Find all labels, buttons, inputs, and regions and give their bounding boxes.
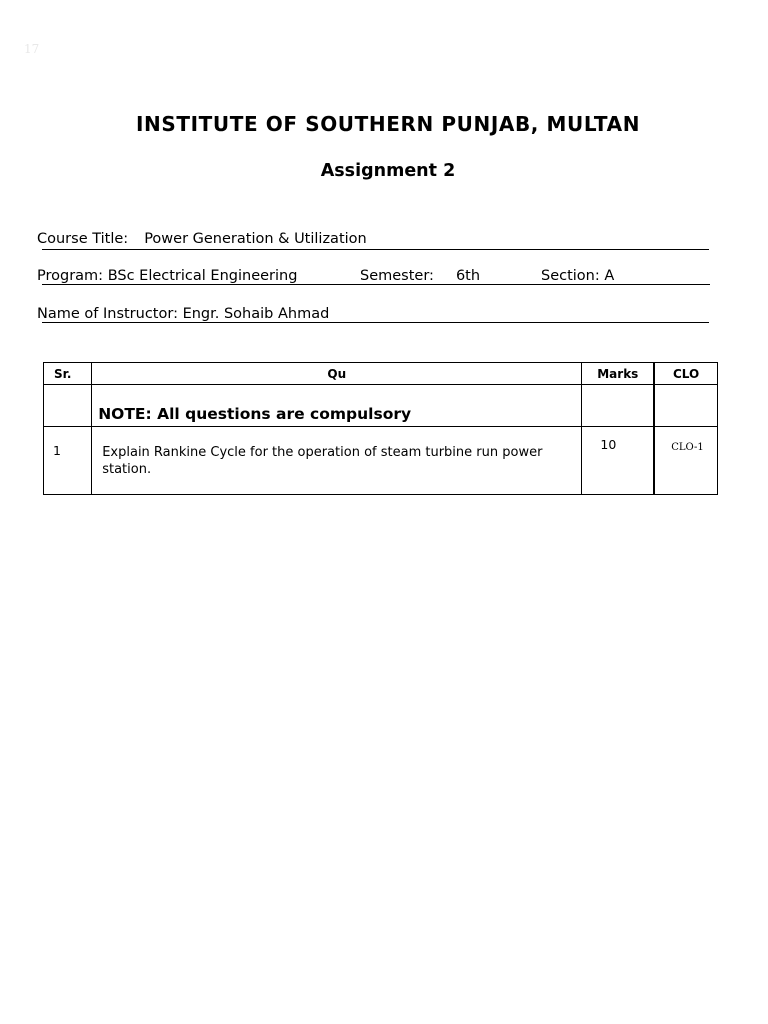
header-sr: Sr.	[44, 363, 92, 385]
header-marks: Marks	[582, 363, 654, 385]
note-clo-cell	[654, 385, 717, 427]
instructor-value: Engr. Sohaib Ahmad	[182, 306, 330, 322]
course-title-label: Course Title:	[37, 231, 129, 247]
institute-title: INSTITUTE OF SOUTHERN PUNJAB, MULTAN	[135, 112, 641, 136]
table-header-row	[44, 363, 718, 385]
question-cell	[92, 427, 582, 495]
section-field	[541, 268, 614, 284]
program-underline	[42, 284, 710, 285]
note-marks-cell	[582, 385, 654, 427]
program-value: BSc Electrical Engineering	[107, 268, 298, 284]
section-value: A	[604, 268, 615, 284]
question-sr: 1	[53, 443, 61, 458]
program-label: Program:	[37, 268, 104, 284]
semester-field	[360, 268, 480, 284]
assignment-table	[43, 362, 718, 495]
question-marks: 10	[600, 437, 617, 452]
question-text: Explain Rankine Cycle for the operation of steam turbine run power station.	[102, 445, 543, 477]
instructor-label: Name of Instructor:	[37, 306, 178, 322]
course-title-underline	[42, 249, 709, 250]
question-clo-cell	[654, 427, 717, 495]
course-title-value: Power Generation & Utilization	[144, 231, 367, 247]
header-clo: CLO	[654, 363, 717, 385]
assignment-title: Assignment 2	[320, 161, 456, 181]
instructor-underline	[42, 322, 709, 323]
table-row	[44, 427, 718, 495]
question-sr-cell	[44, 427, 92, 495]
section-label: Section:	[541, 268, 600, 284]
note-sr-cell	[44, 385, 92, 427]
page-number: 17	[24, 42, 40, 56]
semester-value: 6th	[455, 268, 481, 284]
program-field	[37, 268, 297, 284]
header-question: Qu	[92, 363, 582, 385]
note-cell	[92, 385, 582, 427]
course-title-field	[37, 231, 367, 247]
question-clo: CLO-1	[671, 442, 704, 453]
note-text: NOTE: All questions are compulsory	[98, 405, 412, 423]
semester-label: Semester:	[360, 268, 434, 284]
note-row	[44, 385, 718, 427]
question-marks-cell	[582, 427, 654, 495]
instructor-field	[37, 306, 329, 322]
